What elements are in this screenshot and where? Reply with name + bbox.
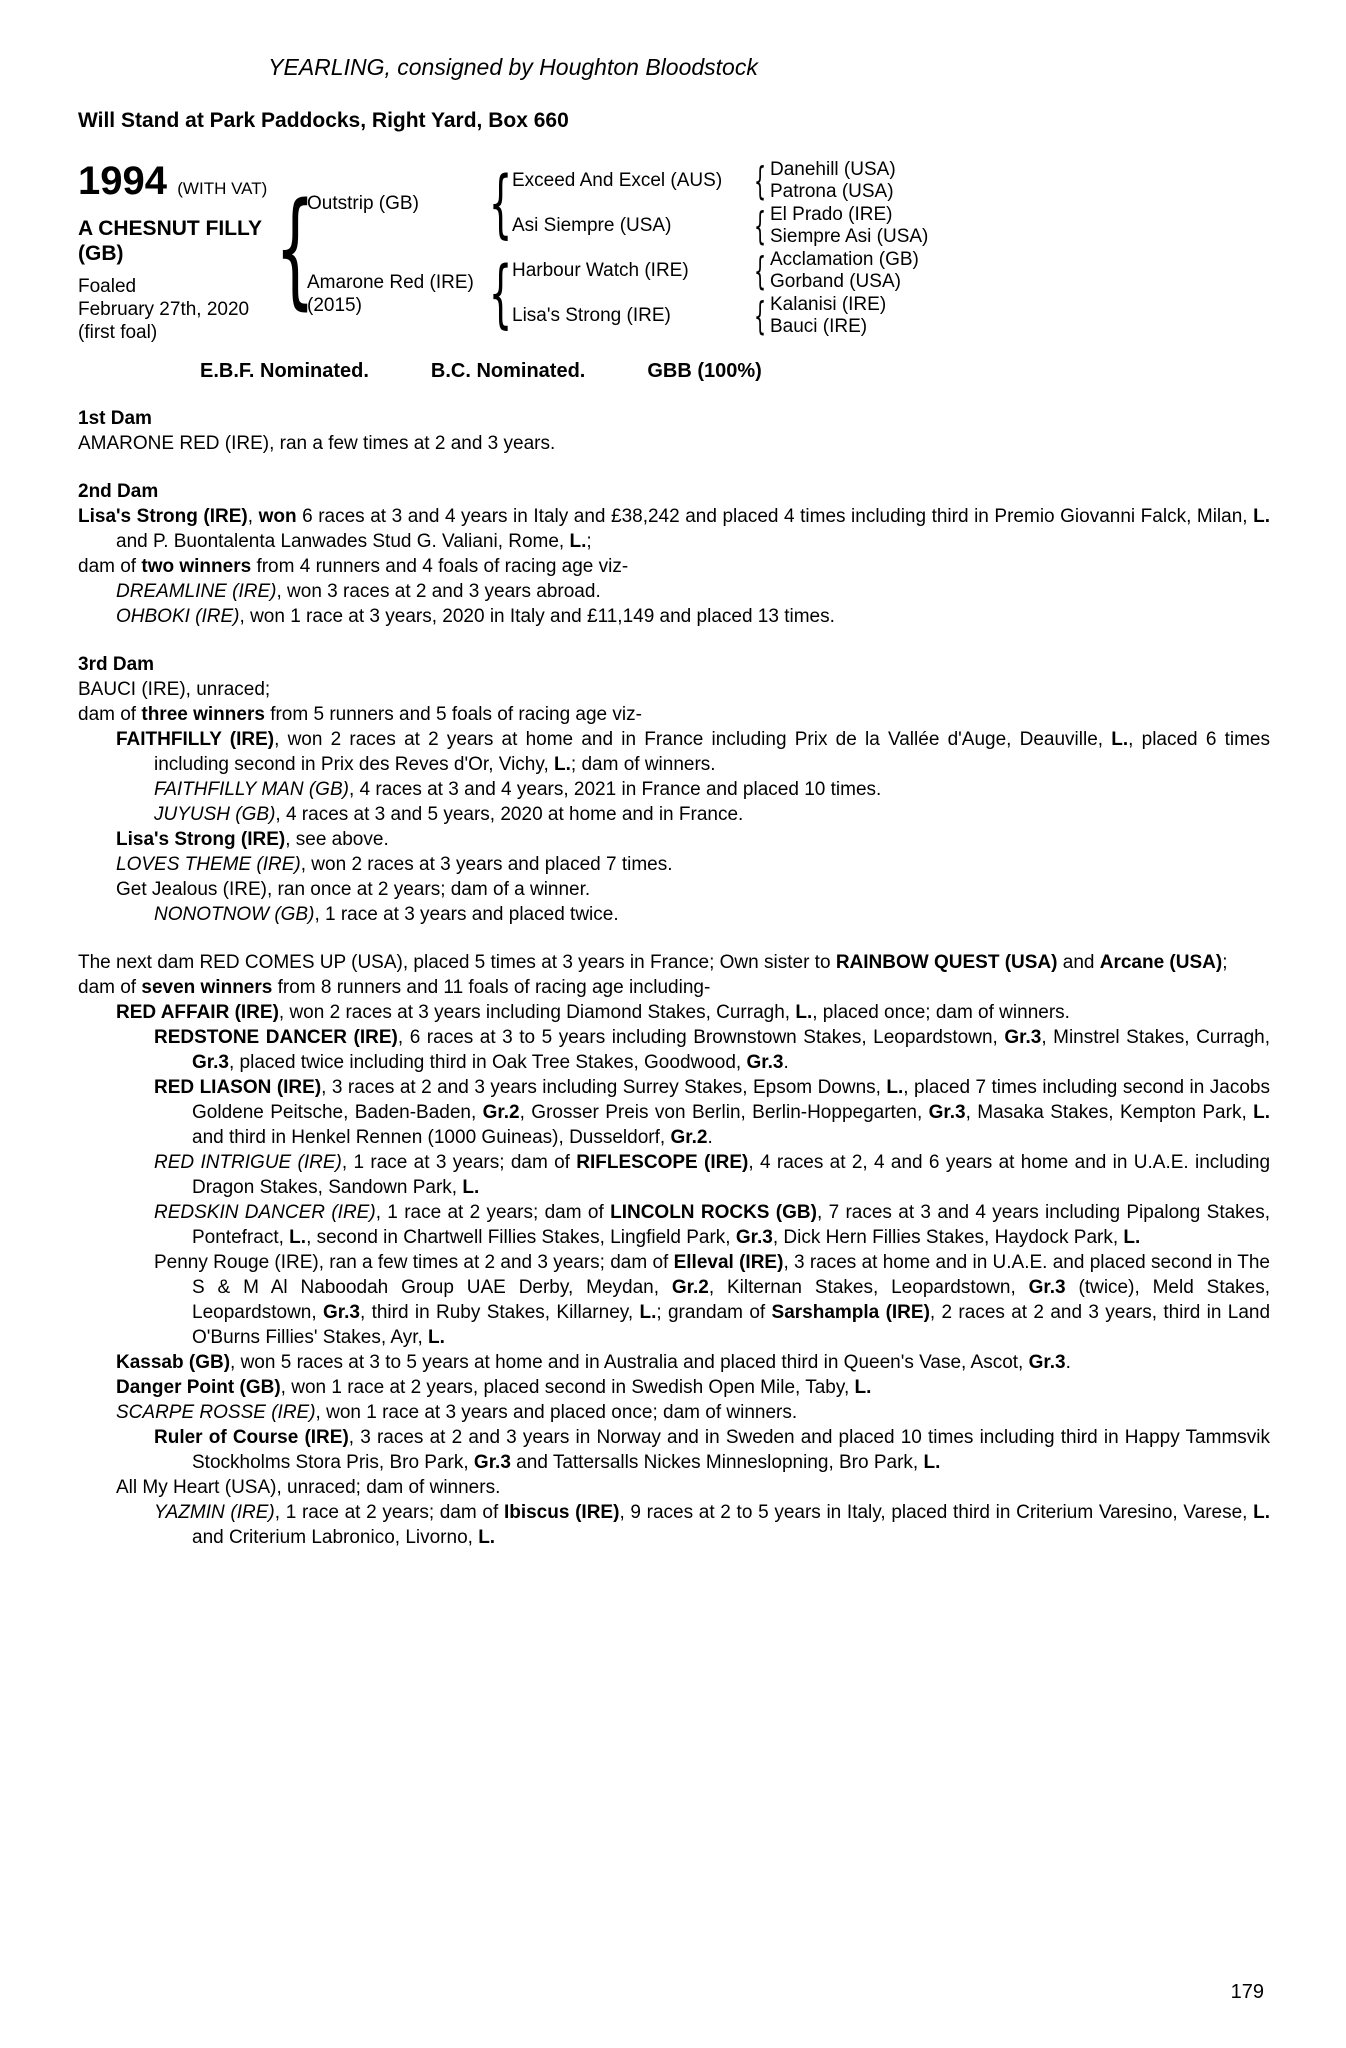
para-all-my-heart: All My Heart (USA), unraced; dam of winners.	[116, 1477, 501, 1498]
para-dam-of-two-winners: dam of two winners from 4 runners and 4 foals of racing age viz-	[78, 556, 629, 577]
para-dreamline: DREAMLINE (IRE), won 3 races at 2 and 3 years abroad.	[116, 581, 601, 602]
sire-sire-sire-name: Danehill (USA)	[770, 159, 896, 180]
dam-unit	[307, 249, 928, 339]
dam-dam-unit	[512, 294, 919, 339]
sire-dam-dam-name: Siempre Asi (USA)	[770, 226, 929, 247]
pedigree-brace-gen1: {	[274, 175, 316, 322]
para-faithfilly-man: FAITHFILLY MAN (GB), 4 races at 3 and 4 years, 2021 in France and placed 10 times.	[154, 779, 882, 800]
para-redstone-dancer: REDSTONE DANCER (IRE), 6 races at 3 to 5 years including Brownstown Stakes, Leopardstown, Gr.3, Minstrel Stakes, Curragh, Gr.3, placed twice including third in Oak Tree Stakes, Goodwood, Gr.3.	[154, 1027, 1270, 1073]
vat-note: (WITH VAT)	[177, 179, 268, 198]
dam-dam-parents	[770, 294, 886, 338]
section-next-dam	[78, 950, 1270, 1550]
dam-name-line1: Amarone Red (IRE)	[307, 271, 474, 293]
section-2nd-dam	[78, 479, 1270, 629]
para-red-affair: RED AFFAIR (IRE), won 2 races at 3 years including Diamond Stakes, Curragh, L., placed once; dam of winners.	[116, 1002, 1070, 1023]
foal-note: (first foal)	[78, 322, 158, 343]
ebf-nominated-label: E.B.F. Nominated.	[200, 360, 369, 382]
para-nonotnow: NONOTNOW (GB), 1 race at 3 years and placed twice.	[154, 904, 619, 925]
para-ruler-of-course: Ruler of Course (IRE), 3 races at 2 and 3 years in Norway and in Sweden and placed 10 times including third in Happy Tammsvik Stockholms Stora Pris, Bro Park, Gr.3 and Tattersalls Nickes Minneslopning, Bro Park, L.	[154, 1427, 1270, 1473]
para-juyush: JUYUSH (GB), 4 races at 3 and 5 years, 2020 at home and in France.	[154, 804, 744, 825]
pedigree-brace-dam-sire: {	[753, 249, 767, 293]
stand-location-line: Will Stand at Park Paddocks, Right Yard, Box 660	[78, 109, 569, 132]
dam-name	[307, 271, 490, 317]
pedigree-table	[78, 153, 1270, 344]
para-lisas-strong: Lisa's Strong (IRE), won 6 races at 3 and 4 years in Italy and £38,242 and placed 4 times including third in Premio Giovanni Falck, Milan, L. and P. Buontalenta Lanwades Stud G. Valiani, Rome, L.;	[78, 506, 1270, 552]
horse-name-country: (GB)	[78, 242, 124, 265]
para-dam-of-three-winners: dam of three winners from 5 runners and 5 foals of racing age viz-	[78, 704, 642, 725]
para-scarpe-rosse: SCARPE ROSSE (IRE), won 1 race at 3 years and placed once; dam of winners.	[116, 1402, 798, 1423]
pedigree-brace-dam-dam: {	[753, 294, 767, 338]
sire-dam-unit	[512, 204, 928, 249]
para-redskin-dancer: REDSKIN DANCER (IRE), 1 race at 2 years; dam of LINCOLN ROCKS (GB), 7 races at 3 and 4 years including Pipalong Stakes, Pontefract, L., second in Chartwell Fillies Stakes, Lingfield Park, Gr.3, Dick Hern Fillies Stakes, Haydock Park, L.	[154, 1202, 1271, 1248]
sire-grandparents-column	[512, 159, 928, 249]
lot-info-block	[78, 153, 283, 344]
heading-3rd-dam: 3rd Dam	[78, 654, 155, 675]
dam-sire-dam-name: Gorband (USA)	[770, 271, 901, 292]
foaled-date: February 27th, 2020	[78, 299, 250, 320]
para-lisas-strong-see-above: Lisa's Strong (IRE), see above.	[116, 829, 389, 850]
sire-dam-name: Asi Siempre (USA)	[512, 215, 672, 236]
section-3rd-dam	[78, 652, 1270, 927]
sire-unit	[307, 159, 928, 249]
para-yazmin: YAZMIN (IRE), 1 race at 2 years; dam of Ibiscus (IRE), 9 races at 2 to 5 years in Italy, placed third in Criterium Varesino, Varese, L. and Criterium Labronico, Livorno, L.	[154, 1502, 1271, 1548]
lot-line	[78, 159, 283, 204]
dam-grandparents-column	[512, 249, 919, 339]
dam-sire-parents	[770, 249, 919, 293]
heading-2nd-dam: 2nd Dam	[78, 481, 159, 502]
para-amarone-red: AMARONE RED (IRE), ran a few times at 2 and 3 years.	[78, 433, 556, 454]
para-bauci: BAUCI (IRE), unraced;	[78, 679, 271, 700]
gbb-label: GBB (100%)	[647, 360, 762, 382]
para-ohboki: OHBOKI (IRE), won 1 race at 3 years, 2020 in Italy and £11,149 and placed 13 times.	[116, 606, 835, 627]
para-kassab: Kassab (GB), won 5 races at 3 to 5 years at home and in Australia and placed third in Queen's Vase, Ascot, Gr.3.	[116, 1352, 1071, 1373]
dam-dam-name: Lisa's Strong (IRE)	[512, 305, 671, 326]
sire-dam-sire-name: El Prado (IRE)	[770, 204, 893, 225]
para-red-liason: RED LIASON (IRE), 3 races at 2 and 3 years including Surrey Stakes, Epsom Downs, L., placed 7 times including second in Jacobs Goldene Peitsche, Baden-Baden, Gr.2, Grosser Preis von Berlin, Berlin-Hoppegarten, Gr.3, Masaka Stakes, Kempton Park, L. and third in Henkel Rennen (1000 Guineas), Dusseldorf, Gr.2.	[154, 1077, 1271, 1148]
dam-sire-sire-name: Acclamation (GB)	[770, 249, 919, 270]
foaled-block	[78, 275, 283, 344]
parents-column	[307, 159, 928, 339]
nominations-line	[78, 360, 1270, 383]
bc-nominated-label: B.C. Nominated.	[430, 360, 586, 382]
para-dam-of-seven-winners: dam of seven winners from 8 runners and 11 foals of racing age including-	[78, 977, 711, 998]
heading-1st-dam: 1st Dam	[78, 408, 152, 429]
sire-name: Outstrip (GB)	[307, 193, 419, 214]
pedigree-brace-sire-sire: {	[753, 159, 767, 203]
pedigree-brace-sire: {	[489, 160, 513, 247]
para-danger-point: Danger Point (GB), won 1 race at 2 years, placed second in Swedish Open Mile, Taby, L.	[116, 1377, 872, 1398]
sire-sire-unit	[512, 159, 928, 204]
dam-dam-sire-name: Kalanisi (IRE)	[770, 294, 887, 315]
para-faithfilly: FAITHFILLY (IRE), won 2 races at 2 years at home and in France including Prix de la Vallée d'Auge, Deauville, L., placed 6 times including second in Prix des Reves d'Or, Vichy, L.; dam of winners.	[116, 729, 1270, 775]
horse-name	[78, 216, 283, 266]
para-loves-theme: LOVES THEME (IRE), won 2 races at 3 years and placed 7 times.	[116, 854, 673, 875]
para-red-comes-up: The next dam RED COMES UP (USA), placed 5 times at 3 years in France; Own sister to RAINBOW QUEST (USA) and Arcane (USA);	[78, 952, 1228, 973]
page-title: YEARLING, consigned by Houghton Bloodstock	[268, 54, 758, 80]
para-get-jealous: Get Jealous (IRE), ran once at 2 years; dam of a winner.	[116, 879, 591, 900]
page-number: 179	[1230, 1981, 1264, 2003]
dam-sire-unit	[512, 249, 919, 294]
sire-dam-parents	[770, 204, 928, 248]
dam-year: (2015)	[307, 294, 362, 316]
dam-sire-name: Harbour Watch (IRE)	[512, 260, 689, 281]
dam-dam-dam-name: Bauci (IRE)	[770, 316, 868, 337]
sire-sire-dam-name: Patrona (USA)	[770, 181, 894, 202]
foaled-label: Foaled	[78, 276, 137, 297]
sire-sire-name: Exceed And Excel (AUS)	[512, 170, 723, 191]
pedigree-brace-sire-dam: {	[753, 204, 767, 248]
pedigree-brace-dam: {	[489, 250, 513, 337]
section-1st-dam	[78, 406, 1270, 456]
para-penny-rouge: Penny Rouge (IRE), ran a few times at 2 and 3 years; dam of Elleval (IRE), 3 races at home and in U.A.E. and placed second in The S & M Al Naboodah Group UAE Derby, Meydan, Gr.2, Kilternan Stakes, Leopardstown, Gr.3 (twice), Meld Stakes, Leopardstown, Gr.3, third in Ruby Stakes, Killarney, L.; grandam of Sarshampla (IRE), 2 races at 2 and 3 years, third in Land O'Burns Fillies' Stakes, Ayr, L.	[154, 1252, 1271, 1348]
lot-number: 1994	[78, 159, 167, 203]
sire-sire-parents	[770, 159, 896, 203]
para-red-intrigue: RED INTRIGUE (IRE), 1 race at 3 years; dam of RIFLESCOPE (IRE), 4 races at 2, 4 and 6 years at home and in U.A.E. including Dragon Stakes, Sandown Park, L.	[154, 1152, 1271, 1198]
horse-name-line1: A CHESNUT FILLY	[78, 217, 262, 240]
